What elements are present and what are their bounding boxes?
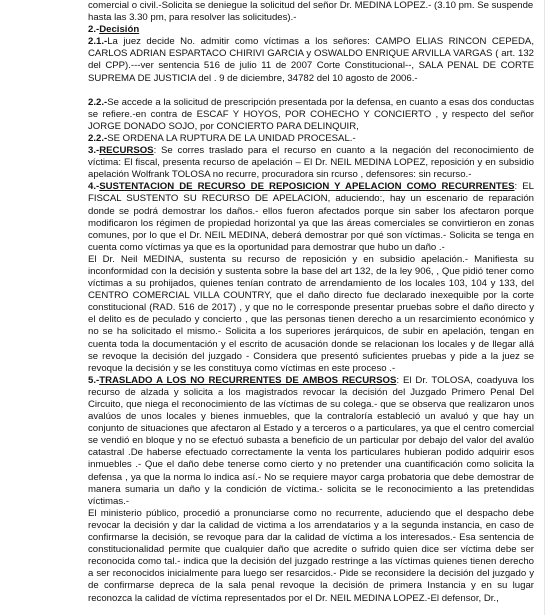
decision-2-1-text: La juez decide No. admitir como víctimas a los señores: CAMPO ELIAS RINCON CEPEDA, CARLOS ADRIAN ESPARTACO CHIRIVI GARCIA y OSWALDO ENRIQUE ARVILLA VARGAS ( art. 132 del CPP).---ver sentencia 516 de julio 11 de 2007 Corte Constitucional--, SALA PENAL DE CORTE SUPREMA DE JUSTICIA del . 9 de diciembre, 34782 del 10 agosto de 2006.- (88, 36, 534, 84)
decision-heading-label: Decisión (99, 24, 140, 36)
top-line-2: hasta las 3.30 pm, para resolver las solicitudes).- (88, 12, 297, 24)
decision-paragraph-2-2-ruptura (88, 133, 534, 145)
decision-heading (88, 24, 534, 36)
decision-2-2b-num: 2.2.- (88, 132, 108, 144)
sustentacion-num: 4.- (88, 181, 100, 193)
traslado-num: 5.- (88, 374, 100, 386)
spacer (88, 85, 534, 97)
recursos-num: 3.- (88, 145, 100, 157)
recursos-paragraph (88, 145, 534, 181)
traslado-label: TRASLADO A LOS NO RECURRENTES DE AMBOS RECURSOS (99, 374, 397, 386)
sustentacion-text: : EL FISCAL SUSTENTO SU RECURSO DE APELACION, aduciendo:, hay un escenario de reparación donde se podrá demostrar los daños.- ellos fueron afectados porque sin saber los afectaron porque modificaron los régimen de propiedad horizontal ya que las áreas comerciales se convirtieron en zonas comunes, por lo que el Dr. NEIL MEDINA, deberá demostrar por qué son víctimas.- Solicita se tenga en cuenta como víctimas ya que es la oportunidad para demostrar que hubo un daño .- (88, 181, 534, 253)
decision-heading-num: 2.- (88, 24, 100, 36)
sustentacion-medina-paragraph: El Dr. Neil MEDINA, sustenta su recurso de reposición y en subsidio apelación.- Manifiesta su inconformidad con la decisión y sustenta sobre la base del art 132, de la ley 906, , Que pidió tener como víctimas a su prohijados, quienes tenían contrato de arrendamiento de los locales 103, 104 y 133, del CENTRO COMERCIAL VILLA COUNTRY, que el daño directo fue declarado inexequible por la corte constitucional (RAD. 516 de 2017) , y que no le corresponde presentar pruebas sobre el daño directo y el delito es de peculado y concierto , que las personas tienen derecho a un resarcimiento económico y no se ha solicitado el mismo.- Solicita a los superiores jerárquicos, de subir en apelación, tengan en cuenta toda la documentación y el escrito de acusación donde se relacionan los locales y de llegar allá se revoque la decisión del juzgado - Considera que presentó suficientes pruebas y pide a la juez se revoque la decisión y se les constituya como víctimas en este proceso .- (88, 253, 534, 374)
sustentacion-paragraph (88, 181, 534, 254)
traslado-paragraph (88, 375, 534, 508)
decision-2-2-num: 2.2.- (88, 96, 108, 108)
decision-2-2-text: Se accede a la solicitud de prescripción presentada por la defensa, en cuanto a esas dos conductas se refiere.-en contra de ESCAF Y HOYOS, POR COHECHO Y CONCIERTO , y respecto del señor JORGE DONADO SOJO, por CONCIERTO PARA DELINQUIR, (88, 96, 534, 132)
traslado-text: : El Dr. TOLOSA, coadyuva los recurso de alzada y solicita a los magistrados revocar la decisión del Juzgado Primero Penal Del Circuito, que niega el reconocimiento de las víctimas de su colega.- que se observa que realizaron unos avalúos de unos locales y bienes inmuebles, que la contraloría estableció un avaluó y que hay un conjunto de situaciones que afectaron al Estado y a terceros o a particulares, ya que el centro comercial se vendió en bloque y no se efectuó subasta a beneficio de un particular por debajo del valor del avalúo catastral .De haberse efectuado correctamente la venta los particulares hubieran podido adquirir esos inmuebles .- Que el daño debe tenerse como cierto y no pretender una cuantificación como solicita la defensa , ya que la norma lo indica así.- No se requiere mayor carga probatoria que debe demostrar de manera sumaria un daño y la condición de víctima.- solicita se le reconocimiento a las pretendidas víctimas.- (88, 374, 534, 507)
decision-paragraph-2-2 (88, 97, 534, 133)
sustentacion-label: SUSTENTACION DE RECURSO DE REPOSICION Y APELACION COMO RECURRENTES (99, 181, 515, 193)
decision-paragraph-2-1 (88, 36, 534, 84)
decision-2-2b-text: SE ORDENA LA RUPTURA DE LA UNIDAD PROCESAL.- (107, 132, 356, 144)
ministerio-publico-paragraph: El ministerio público, procedió a pronunciarse como no recurrente, aduciendo que el despacho debe revocar la decisión y dar la calidad de victima a los arrendatarios y a la segunda instancia, en caso de confirmarse la decisión, se revoque para dar la calidad de víctima a los interesados.- Esa sentencia de constitucionalidad permite que cualquier daño que acredite o sufrido quien dice ser víctima debe ser reconocida como tal.- indica que la decisión del juzgado restringe a las víctimas quienes tienen derecho a ser reconocidos inicialmente para luego ser resarcidos.- Pide se reconsidere la decisión del juzgado y de confirmarse depreca de la sala penal revoque la decisión de primera Instancia y en su lugar reconozca la calidad de víctima representados por el Dr. NEIL MEDINA LOPEZ.-El defensor, Dr., (88, 507, 534, 604)
recursos-text: : Se corres traslado para el recurso en cuanto a la negación del reconocimiento de víctima: El fiscal, presenta recurso de apelación – El Dr. NEIL MEDINA LOPEZ, reposición y en subsidio apelación Wolfrank TOLOSA no recurre, procuradora sin rcurso , defensores: sin recurso.- (88, 145, 534, 181)
decision-2-1-num: 2.1.- (88, 36, 108, 48)
top-line-1: comercial o civil.-Solicita se deniegue la solicitud del señor Dr. MEDINA LOPEZ.- (3.10 pm. Se suspende (88, 0, 534, 11)
recursos-label: RECURSOS (99, 145, 154, 157)
